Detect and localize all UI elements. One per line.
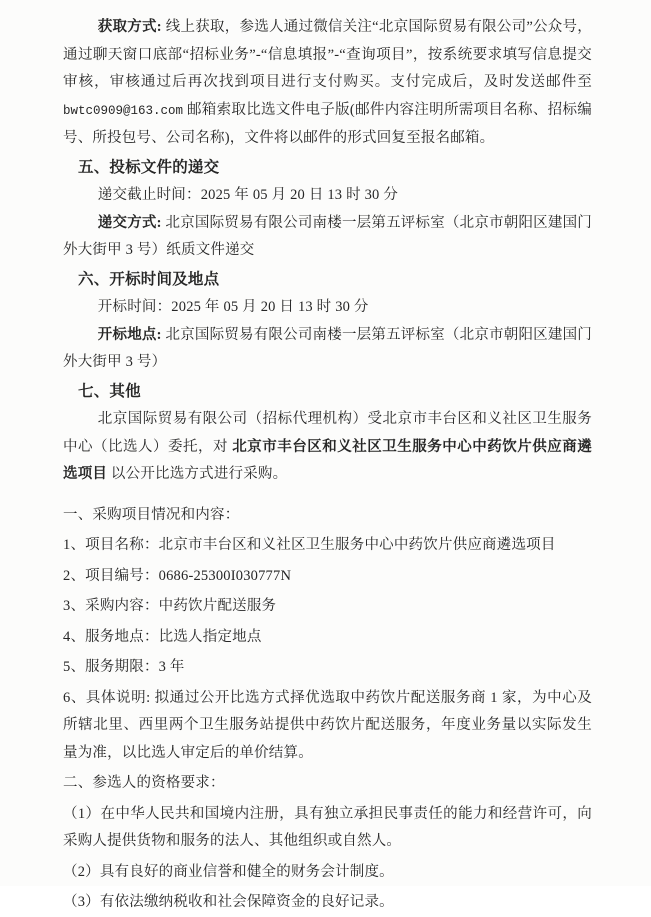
project-name-bold: 北京市丰台区和义社区卫生服务中心中药饮片供应商遴选项目 bbox=[63, 438, 592, 482]
item-detailed-description: 6、具体说明: 拟通过公开比选方式择优选取中药饮片配送服务商 1 家，为中心及所辖北里、西里两个卫生服务站提供中药饮片配送服务，年度业务量以实际发生量为准，以比选人审定后的单价结算。 bbox=[63, 689, 592, 761]
submission-deadline-label: 递交截止时间： bbox=[97, 187, 201, 203]
submission-method-value: 北京国际贸易有限公司南楼一层第五评标室（北京市朝阳区建国门外大街甲 3 号）纸质文件递交 bbox=[63, 214, 592, 258]
bid-opening-time-line bbox=[63, 294, 592, 322]
bid-opening-place-label: 开标地点: bbox=[97, 326, 162, 343]
section5-heading: 五、投标文件的递交 bbox=[78, 158, 220, 176]
document-content bbox=[63, 14, 592, 917]
bid-opening-time-value: 2025 年 05 月 20 日 13 时 30 分 bbox=[171, 299, 369, 315]
item-project-number: 2、项目编号：0686-25300I030777N bbox=[63, 567, 292, 584]
acquisition-method-label: 获取方式: bbox=[97, 19, 162, 35]
contact-email: bwtc0909@163.com bbox=[63, 103, 184, 118]
qualification-3: （3）有依法缴纳税收和社会保障资金的良好记录。 bbox=[63, 894, 394, 910]
acquisition-method-text: 线上获取，参选人通过微信关注“北京国际贸易有限公司”公众号，通过聊天窗口底部“招标业务”-“信息填报”-“查询项目”，按系统要求填写信息提交审核，审核通过后再次找到项目进行支付购买。支付完成后，及时发送邮件至 bbox=[63, 19, 592, 90]
entrustment-paragraph bbox=[63, 406, 592, 489]
submission-deadline-value: 2025 年 05 月 20 日 13 时 30 分 bbox=[200, 187, 399, 203]
entrustment-text: 北京国际贸易有限公司（招标代理机构）受北京市丰台区和义社区卫生服务中心（比选人）委托，对 bbox=[63, 411, 592, 455]
submission-method-label: 递交方式: bbox=[97, 214, 162, 231]
item-service-period: 5、服务期限：3 年 bbox=[63, 659, 185, 675]
bid-opening-place-line bbox=[63, 322, 592, 377]
qualification-1: （1）在中华人民共和国境内注册，具有独立承担民事责任的能力和经营许可，向采购人提供货物和服务的法人、其他组织或自然人。 bbox=[63, 805, 592, 849]
acquisition-method-text-tail: 邮箱索取比选文件电子版(邮件内容注明所需项目名称、招标编号、所投包号、公司名称)，文件将以邮件的形式回复至报名邮箱。 bbox=[63, 101, 592, 146]
submission-deadline-line bbox=[63, 182, 592, 210]
item-service-location: 4、服务地点：比选人指定地点 bbox=[63, 628, 262, 645]
qualification-2: （2）具有良好的商业信誉和健全的财务会计制度。 bbox=[63, 863, 394, 880]
bid-opening-place-value: 北京国际贸易有限公司南楼一层第五评标室（北京市朝阳区建国门外大街甲 3 号） bbox=[63, 326, 592, 370]
section7-heading: 七、其他 bbox=[78, 382, 141, 400]
section6-heading: 六、开标时间及地点 bbox=[78, 270, 220, 288]
submission-method-line bbox=[63, 210, 592, 265]
acquisition-method-paragraph bbox=[63, 14, 592, 153]
entrustment-text-tail: 以公开比选方式进行采购。 bbox=[107, 466, 288, 482]
bid-opening-time-label: 开标时间： bbox=[97, 299, 172, 315]
item-procurement-content: 3、采购内容：中药饮片配送服务 bbox=[63, 598, 277, 614]
subsection1-heading: 一、采购项目情况和内容： bbox=[63, 506, 240, 523]
subsection2-heading: 二、参选人的资格要求： bbox=[63, 775, 225, 791]
item-project-name: 1、项目名称：北京市丰台区和义社区卫生服务中心中药饮片供应商遴选项目 bbox=[63, 537, 556, 553]
